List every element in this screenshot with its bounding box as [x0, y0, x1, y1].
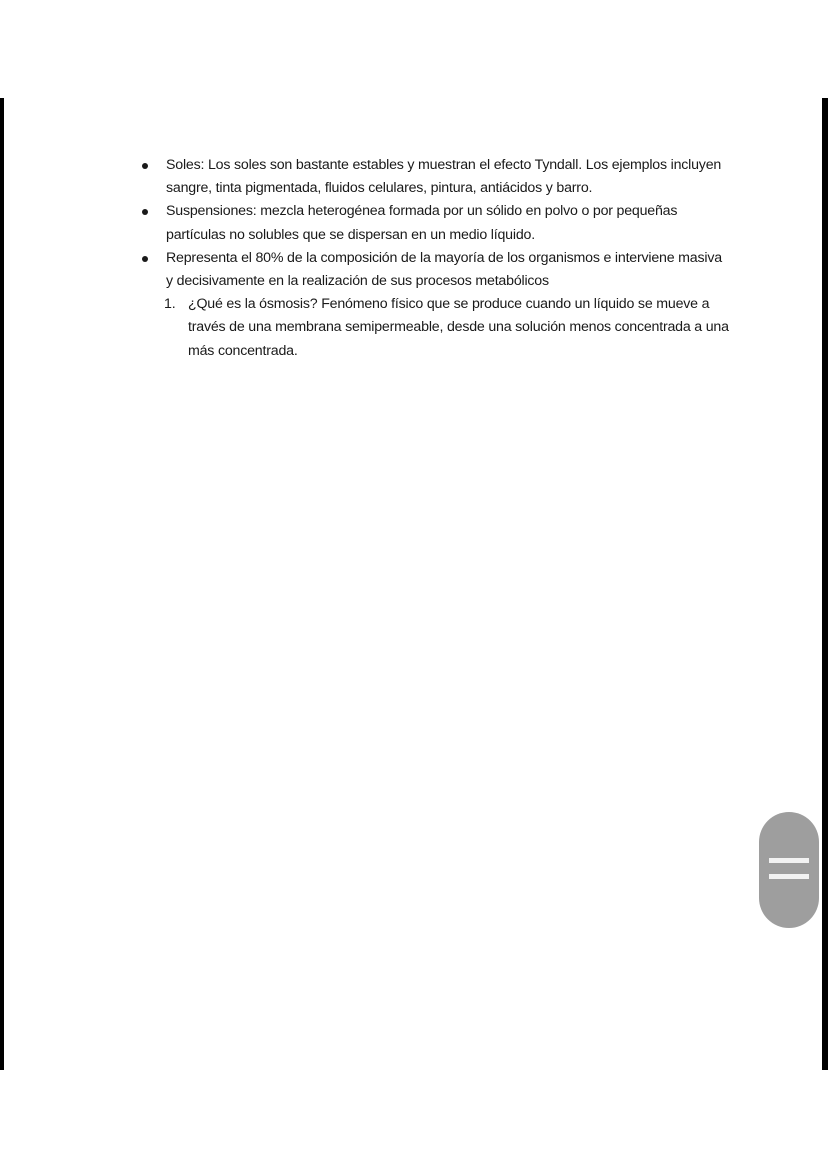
list-item-suspensiones — [140, 200, 730, 246]
list-item-text: Soles: Los soles son bastante estables y muestran el efecto Tyndall. Los ejemplos incluyen sangre, tinta pigmentada, fluidos celulares, pintura, antiácidos y barro. — [166, 157, 722, 197]
list-item-text: Representa el 80% de la composición de la mayoría de los organismos e interviene masiva y decisivamente en la realización de sus procesos metabólicos — [166, 249, 722, 290]
numbered-item-osmosis — [140, 293, 730, 363]
page-right-edge — [822, 98, 828, 1070]
drag-handle-icon-line — [769, 874, 809, 879]
list-item-text: Suspensiones: mezcla heterogénea formada por un sólido en polvo o por pequeñas partículas no solubles que se dispersan en un medio líquido. — [166, 203, 678, 243]
bullet-icon — [142, 209, 148, 215]
document-page-content — [140, 154, 730, 363]
drag-handle-icon — [769, 858, 809, 863]
scroll-handle[interactable] — [759, 812, 819, 928]
bullet-icon — [142, 256, 148, 262]
item-number: 1. — [164, 296, 176, 313]
list-item-agua — [140, 247, 730, 363]
bullet-list — [140, 154, 730, 363]
numbered-sublist — [140, 293, 730, 363]
numbered-item-text: ¿Qué es la ósmosis? Fenómeno físico que se produce cuando un líquido se mueve a través de una membrana semipermeable, desde una solución menos concentrada a una más concentrada. — [188, 296, 729, 359]
list-item-soles — [140, 154, 730, 200]
bullet-icon — [142, 163, 148, 169]
page-left-edge — [0, 98, 4, 1070]
